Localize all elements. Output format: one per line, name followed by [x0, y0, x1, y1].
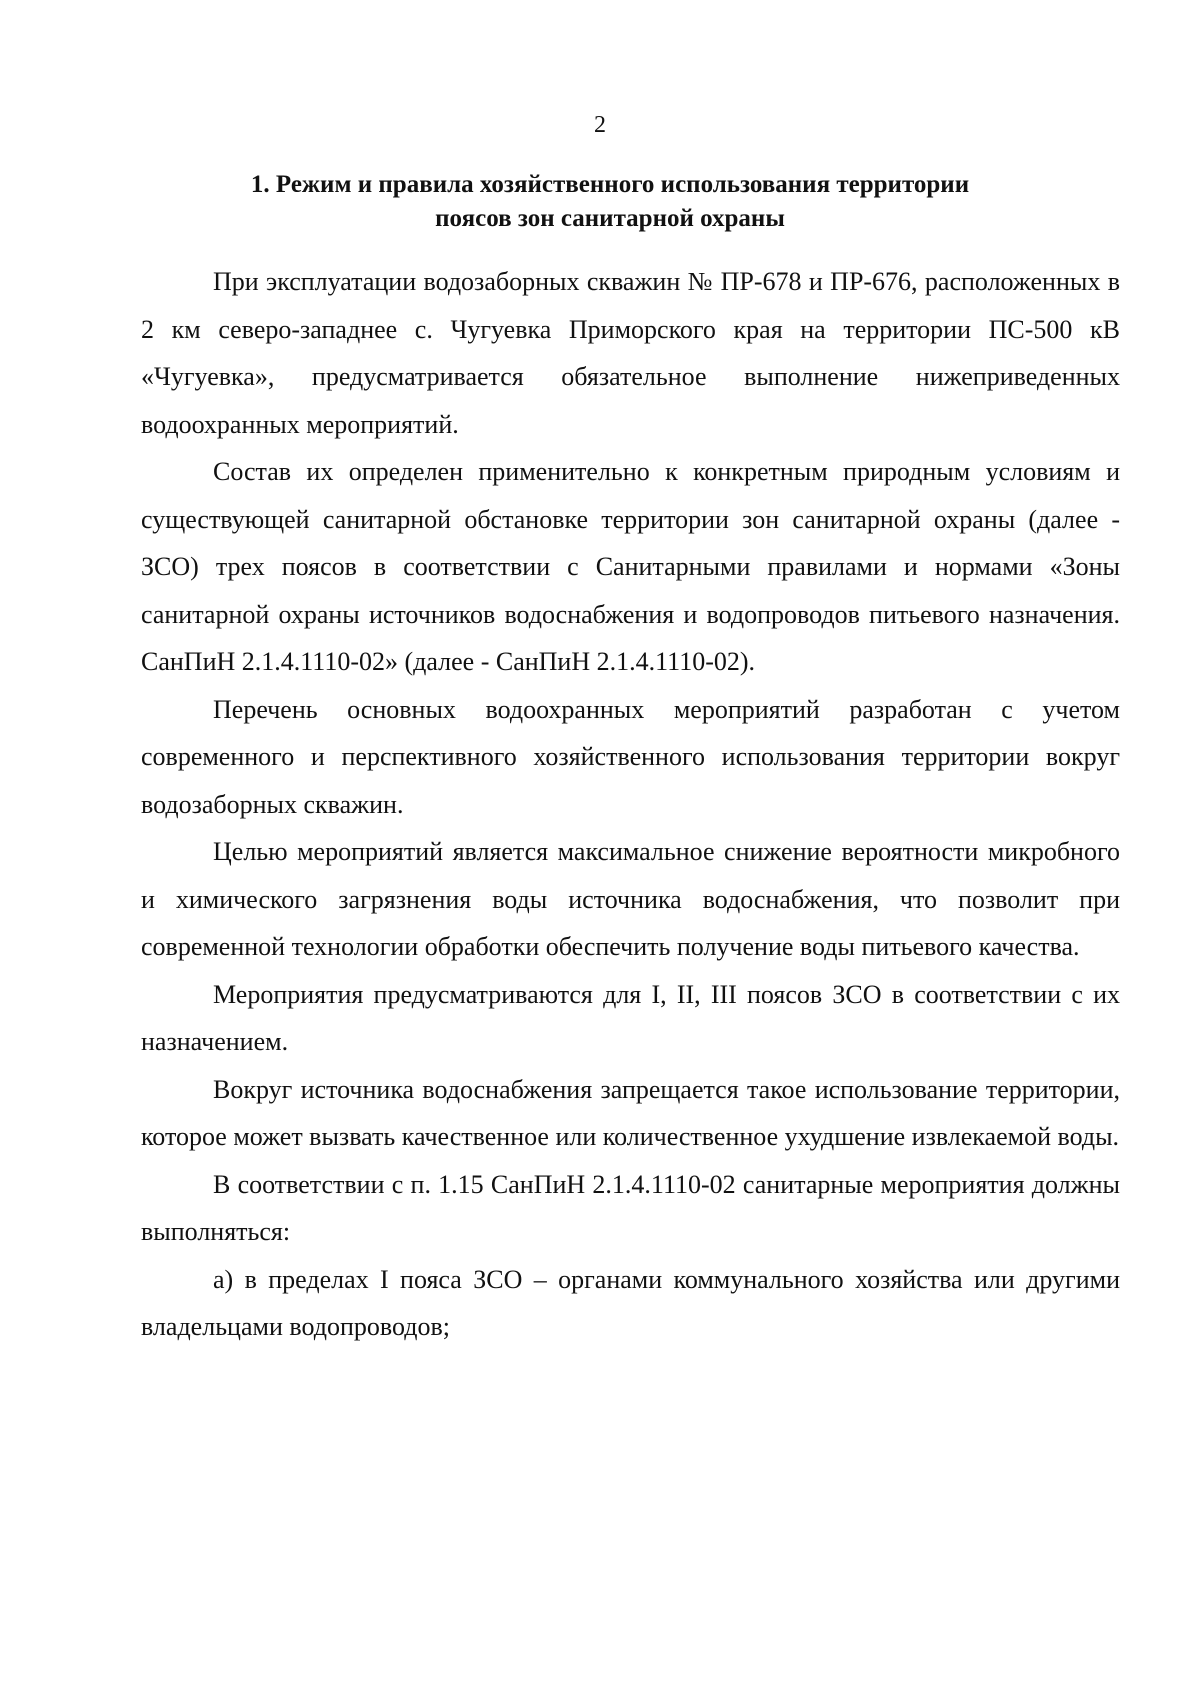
paragraph-composition: Состав их определен применительно к конкретным природным условиям и существующей санитарной обстановке территории зон санитарной охраны (далее - ЗСО) трех поясов в соответствии с Санитарными правилами и нормами «Зоны санитарной охраны источников водоснабжения и водопроводов питьевого назначения. СанПиН 2.1.4.1110-02» (далее - СанПиН 2.1.4.1110-02).: [141, 457, 1120, 676]
page-number: 2: [594, 112, 606, 138]
paragraph-goal: Целью мероприятий является максимальное снижение вероятности микробного и химического загрязнения воды источника водоснабжения, что позволит при современной технологии обработки обеспечить получение воды питьевого качества.: [141, 837, 1120, 961]
body-text: [141, 258, 1120, 1351]
section-title: [130, 168, 1090, 236]
section-title-line-1: 1. Режим и правила хозяйственного использования территории: [250, 171, 970, 198]
paragraph-operation: При эксплуатации водозаборных скважин № ПР-678 и ПР-676, расположенных в 2 км северо-западнее с. Чугуевка Приморского края на территории ПС-500 кВ «Чугуевка», предусматривается обязательное выполнение нижеприведенных водоохранных мероприятий.: [141, 267, 1120, 439]
paragraph-measures-list: Перечень основных водоохранных мероприятий разработан с учетом современного и перспективного хозяйственного использования территории вокруг водозаборных скважин.: [141, 694, 1120, 819]
paragraph-zones: Мероприятия предусматриваются для I, II, III поясов ЗСО в соответствии с их назначением.: [141, 979, 1120, 1056]
paragraph-item-a: а) в пределах I пояса ЗСО – органами коммунального хозяйства или другими владельцами водопроводов;: [141, 1264, 1120, 1341]
paragraph-prohibition: Вокруг источника водоснабжения запрещается такое использование территории, которое может вызвать качественное или количественное ухудшение извлекаемой воды.: [141, 1074, 1120, 1151]
section-title-line-2: поясов зон санитарной охраны: [435, 205, 785, 232]
paragraph-sanpin-reference: В соответствии с п. 1.15 СанПиН 2.1.4.1110-02 санитарные мероприятия должны выполняться:: [141, 1169, 1120, 1246]
